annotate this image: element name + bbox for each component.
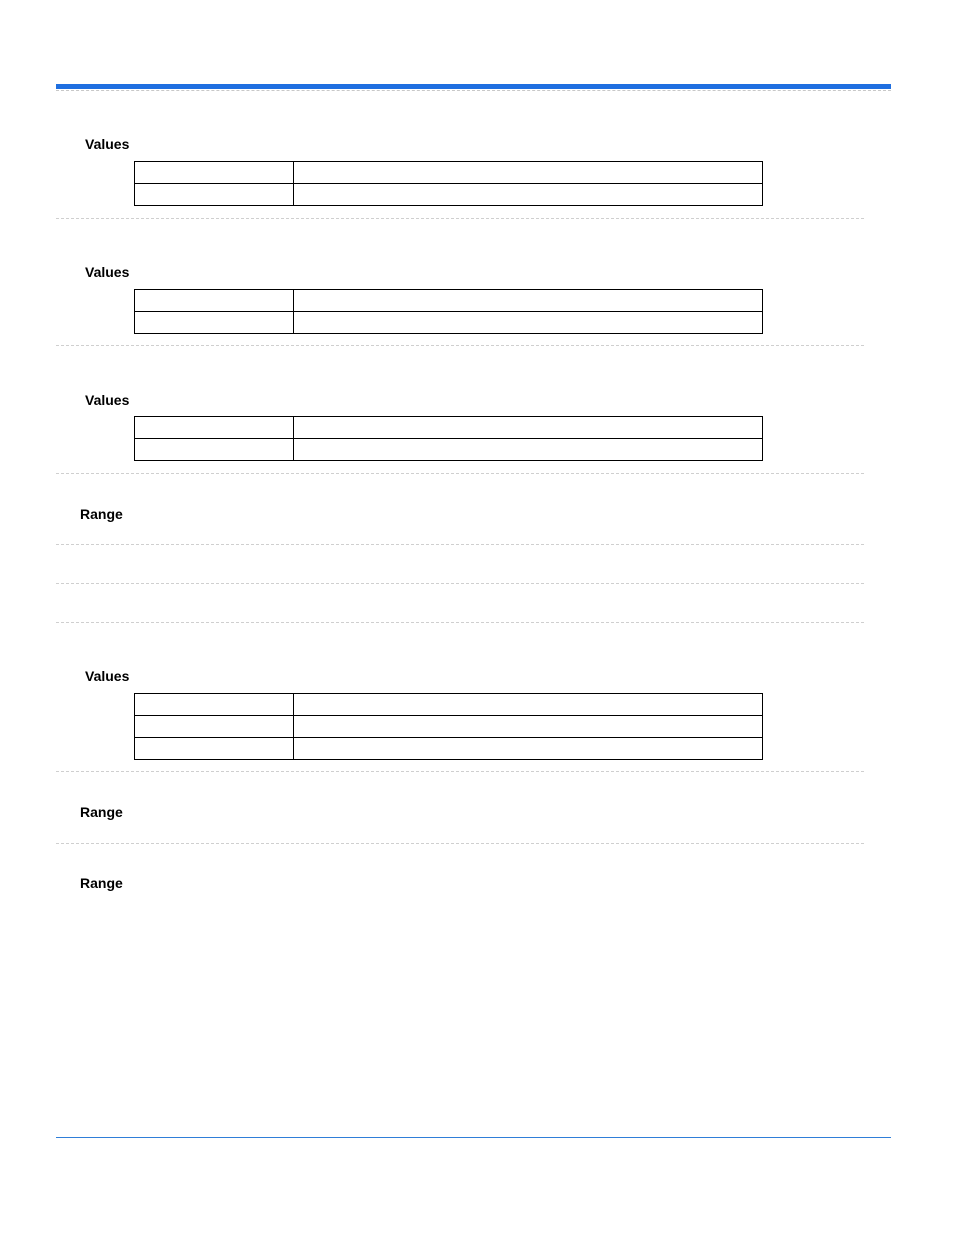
section-divider xyxy=(56,218,864,219)
table-row xyxy=(135,439,763,461)
section-divider xyxy=(56,583,864,584)
values-heading: Values xyxy=(85,264,130,280)
table-row xyxy=(135,162,763,184)
table-cell xyxy=(294,694,763,716)
table-cell xyxy=(135,694,294,716)
section-divider xyxy=(56,622,864,623)
section-divider xyxy=(56,473,864,474)
table-cell xyxy=(135,439,294,461)
range-heading: Range xyxy=(80,875,123,891)
table-cell xyxy=(294,417,763,439)
table-cell xyxy=(294,738,763,760)
section-divider xyxy=(56,544,864,545)
table-row xyxy=(135,184,763,206)
section-divider xyxy=(56,345,864,346)
footer-rule xyxy=(56,1137,891,1138)
table-row xyxy=(135,290,763,312)
values-heading: Values xyxy=(85,668,130,684)
table-cell xyxy=(294,312,763,334)
table-cell xyxy=(135,290,294,312)
values-table xyxy=(134,416,763,461)
table-cell xyxy=(294,290,763,312)
table-cell xyxy=(135,417,294,439)
section-divider xyxy=(56,771,864,772)
values-heading: Values xyxy=(85,392,130,408)
table-row xyxy=(135,312,763,334)
values-table xyxy=(134,161,763,206)
values-table xyxy=(134,693,763,760)
range-heading: Range xyxy=(80,804,123,820)
table-cell xyxy=(135,738,294,760)
section-divider xyxy=(56,843,864,844)
table-cell xyxy=(294,162,763,184)
values-table xyxy=(134,289,763,334)
table-cell xyxy=(135,716,294,738)
table-row xyxy=(135,738,763,760)
table-cell xyxy=(135,312,294,334)
table-cell xyxy=(294,184,763,206)
table-cell xyxy=(294,716,763,738)
table-row xyxy=(135,716,763,738)
header-dashed-line xyxy=(56,90,891,91)
range-heading: Range xyxy=(80,506,123,522)
table-cell xyxy=(135,184,294,206)
header-rule xyxy=(56,84,891,89)
table-cell xyxy=(294,439,763,461)
table-cell xyxy=(135,162,294,184)
values-heading: Values xyxy=(85,136,130,152)
table-row xyxy=(135,417,763,439)
table-row xyxy=(135,694,763,716)
